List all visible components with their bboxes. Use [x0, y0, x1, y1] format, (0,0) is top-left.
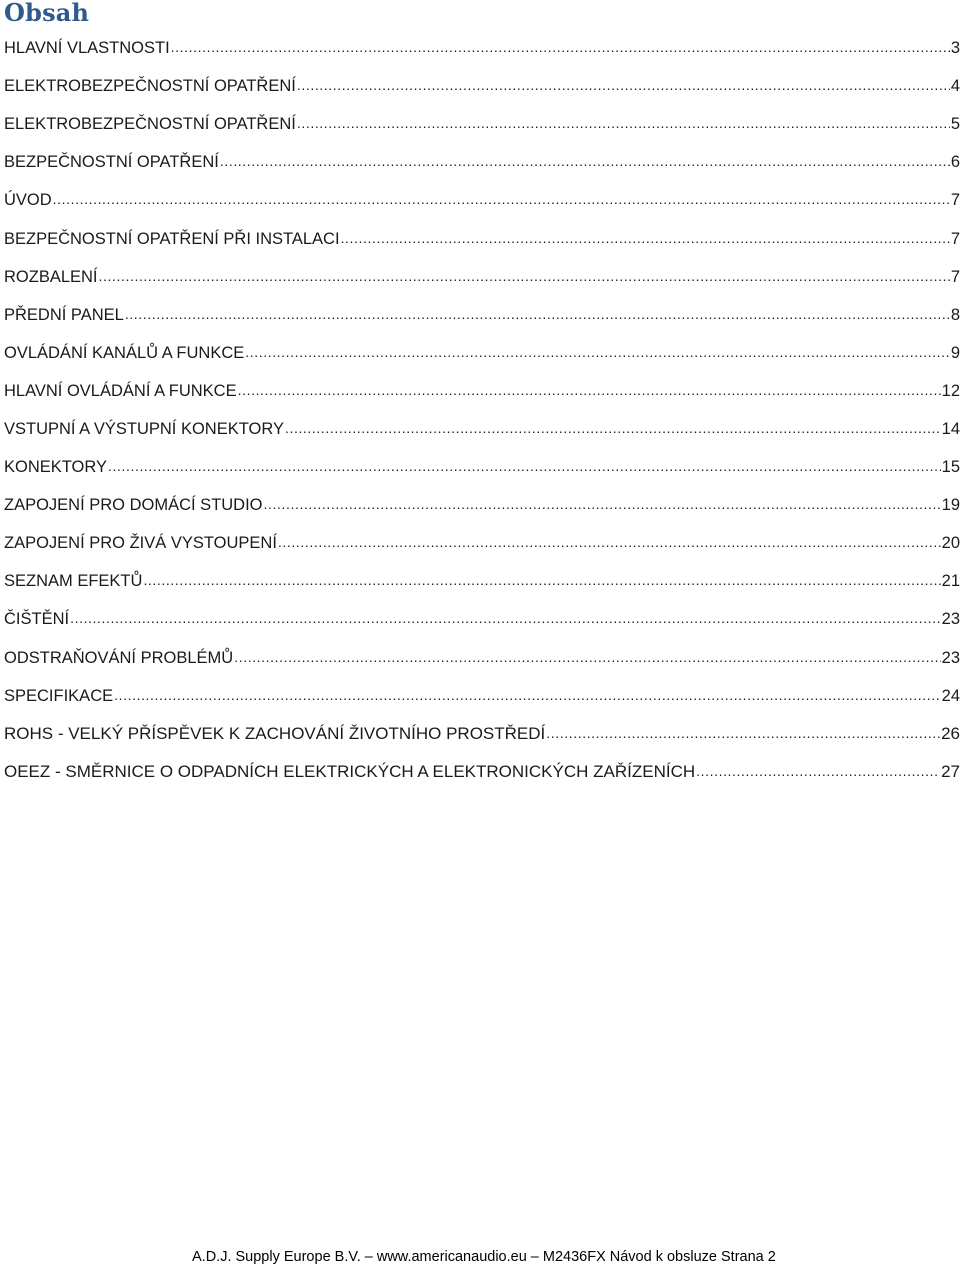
toc-dot-leader [143, 572, 940, 590]
toc-entry-title: HLAVNÍ OVLÁDÁNÍ A FUNKCE [4, 381, 237, 400]
toc-entry-title: ELEKTROBEZPEČNOSTNÍ OPATŘENÍ [4, 77, 296, 96]
toc-list [4, 29, 960, 791]
toc-entry-page: 19 [941, 496, 960, 515]
toc-entry[interactable] [4, 600, 960, 638]
toc-entry-page: 23 [941, 610, 960, 629]
toc-entry[interactable] [4, 105, 960, 143]
toc-dot-leader [53, 191, 950, 209]
toc-entry-page: 21 [941, 572, 960, 591]
toc-dot-leader [108, 458, 941, 476]
toc-entry-title: ROHS - VELKÝ PŘÍSPĚVEK K ZACHOVÁNÍ ŽIVOTNÍHO PROSTŘEDÍ [4, 723, 546, 743]
toc-dot-leader [297, 115, 950, 133]
toc-entry-page: 7 [950, 267, 960, 286]
toc-dot-leader [696, 763, 940, 781]
toc-entry-title: ELEKTROBEZPEČNOSTNÍ OPATŘENÍ [4, 115, 296, 134]
toc-entry-page: 6 [950, 153, 960, 172]
toc-dot-leader [114, 687, 941, 705]
toc-entry-page: 8 [950, 305, 960, 324]
toc-entry-page: 7 [950, 191, 960, 210]
toc-entry-title: SPECIFIKACE [4, 686, 114, 705]
toc-entry[interactable] [4, 639, 960, 677]
toc-entry-page: 26 [941, 723, 960, 743]
toc-entry-title: BEZPEČNOSTNÍ OPATŘENÍ [4, 153, 219, 172]
toc-entry-page: 24 [941, 686, 960, 705]
toc-entry[interactable] [4, 486, 960, 524]
toc-dot-leader [264, 496, 941, 514]
toc-dot-leader [245, 344, 950, 362]
toc-heading: Obsah [4, 0, 90, 27]
toc-dot-leader [297, 77, 950, 95]
toc-entry[interactable] [4, 219, 960, 257]
toc-entry-page: 5 [950, 115, 960, 134]
toc-entry[interactable] [4, 715, 960, 753]
toc-dot-leader [278, 534, 941, 552]
toc-entry-title: OVLÁDÁNÍ KANÁLŮ A FUNKCE [4, 343, 245, 362]
toc-entry-title: PŘEDNÍ PANEL [4, 305, 124, 324]
toc-entry-title: ČIŠTĚNÍ [4, 610, 70, 629]
toc-entry[interactable] [4, 67, 960, 105]
toc-entry[interactable] [4, 334, 960, 372]
toc-entry-title: VSTUPNÍ A VÝSTUPNÍ KONEKTORY [4, 419, 284, 438]
toc-entry-title: ZAPOJENÍ PRO ŽIVÁ VYSTOUPENÍ [4, 534, 277, 553]
toc-dot-leader [285, 420, 941, 438]
toc-entry[interactable] [4, 562, 960, 600]
toc-entry-title: ÚVOD [4, 191, 52, 210]
toc-entry[interactable] [4, 143, 960, 181]
toc-dot-leader [70, 610, 941, 628]
toc-entry-title: BEZPEČNOSTNÍ OPATŘENÍ PŘI INSTALACI [4, 229, 340, 248]
toc-dot-leader [546, 725, 940, 743]
toc-entry-page: 15 [941, 458, 960, 477]
toc-dot-leader [220, 153, 950, 171]
toc-entry[interactable] [4, 29, 960, 67]
toc-entry-title: SEZNAM EFEKTŮ [4, 572, 143, 591]
toc-dot-leader [125, 306, 950, 324]
toc-entry-page: 12 [941, 381, 960, 400]
toc-entry[interactable] [4, 181, 960, 219]
toc-entry-title: ZAPOJENÍ PRO DOMÁCÍ STUDIO [4, 496, 263, 515]
toc-entry-page: 9 [950, 343, 960, 362]
toc-entry-title: OEEZ - SMĚRNICE O ODPADNÍCH ELEKTRICKÝCH A ELEKTRONICKÝCH ZAŘÍZENÍCH [4, 761, 696, 781]
toc-entry-page: 4 [950, 77, 960, 96]
toc-entry-title: ODSTRAŇOVÁNÍ PROBLÉMŮ [4, 648, 234, 667]
toc-entry[interactable] [4, 296, 960, 334]
toc-entry[interactable] [4, 258, 960, 296]
toc-dot-leader [234, 649, 940, 667]
toc-entry-title: HLAVNÍ VLASTNOSTI [4, 39, 170, 58]
toc-dot-leader [341, 230, 950, 248]
toc-entry-title: KONEKTORY [4, 458, 108, 477]
toc-entry-page: 27 [941, 761, 960, 781]
toc-dot-leader [171, 39, 950, 57]
page-footer: A.D.J. Supply Europe B.V. – www.americanaudio.eu – M2436FX Návod k obsluze Strana 2 [192, 1249, 776, 1265]
toc-entry-page: 14 [941, 419, 960, 438]
toc-entry-page: 7 [950, 229, 960, 248]
toc-dot-leader [238, 382, 941, 400]
toc-entry-page: 20 [941, 534, 960, 553]
toc-entry[interactable] [4, 448, 960, 486]
toc-entry[interactable] [4, 372, 960, 410]
toc-entry[interactable] [4, 753, 960, 791]
toc-dot-leader [99, 268, 950, 286]
toc-entry[interactable] [4, 410, 960, 448]
toc-entry-page: 3 [950, 39, 960, 58]
toc-entry-title: ROZBALENÍ [4, 267, 98, 286]
toc-entry-page: 23 [941, 648, 960, 667]
toc-entry[interactable] [4, 524, 960, 562]
toc-entry[interactable] [4, 677, 960, 715]
